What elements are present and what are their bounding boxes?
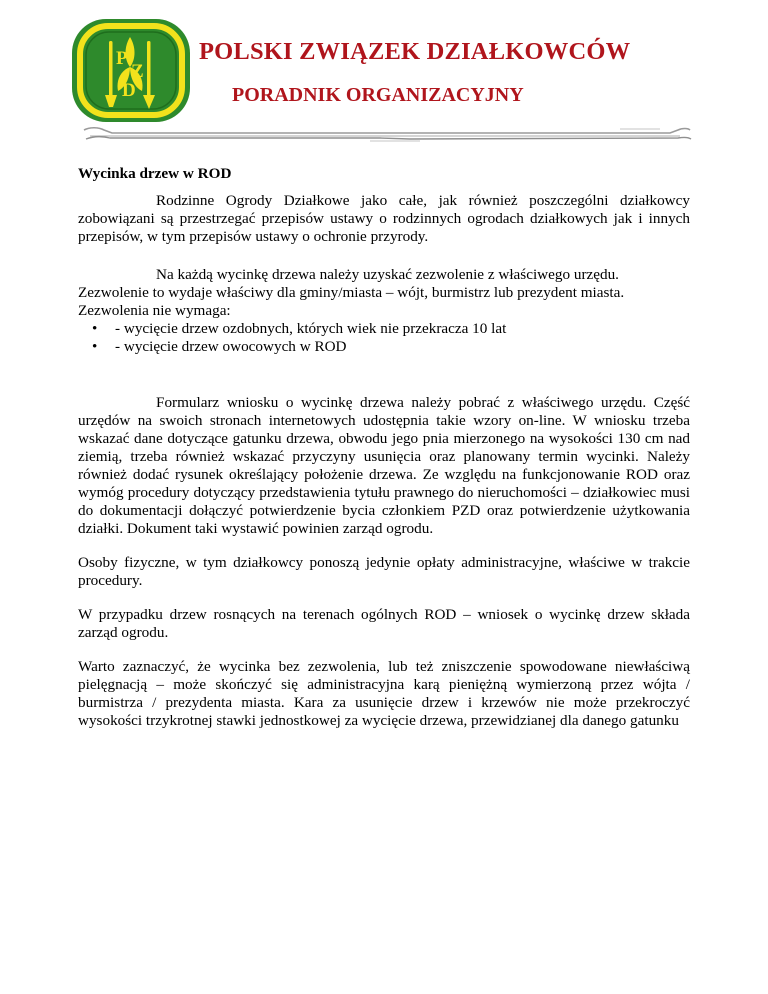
ornamental-divider [80,124,692,144]
article-body [78,165,690,730]
organization-title: POLSKI ZWIĄZEK DZIAŁKOWCÓW [199,38,631,65]
permit-section [78,266,690,356]
bullet-icon: • [92,320,98,337]
list-item [78,320,690,338]
paragraph-common-areas: W przypadku drzew rosnących na terenach ogólnych ROD – wniosek o wycinkę drzew składa zarząd ogrodu. [78,606,690,641]
paragraph-fees: Osoby fizyczne, w tym działkowcy ponoszą jedynie opłaty administracyjne, właściwe w trakcie procedury. [78,554,690,589]
paragraph-permit: Na każdą wycinkę drzewa należy uzyskać zezwolenie z właściwego urzędu. [156,266,619,283]
paragraph-form: Formularz wniosku o wycinkę drzewa należy pobrać z właściwego urzędu. Część urzędów na swoich stronach internetowych udostępnia takie wzory on-line. W wniosku trzeba wskazać dane dotyczące gatunku drzewa, obwodu jego pnia mierzonego na wysokości 130 cm nad ziemią, trzeba również wskazać przyczyny usunięcia oraz planowany termin wycinki. Należy również dodać rysunek określający położenie drzewa. Ze względu na funkcjonowanie ROD oraz wymóg procedury dotyczący przedstawienia tytułu prawnego do nieruchomości – działkowiec musi do dokumentacji dołączyć potwierdzenie bycia członkiem PZD oraz potwierdzenie użytkowania działki. Dokument taki wystawić powinien zarząd ogrodu. [78,394,690,537]
exemption-list [78,320,690,356]
document-subtitle: PORADNIK ORGANIZACYJNY [232,84,524,106]
pzd-logo [72,19,190,122]
paragraph-intro: Rodzinne Ogrody Działkowe jako całe, jak również poszczególni działkowcy zobowiązani są przestrzegać przepisów ustawy o rodzinnych ogrodach działkowych jak i innych przepisów, w tym przepisów ustawy o ochronie przyrody. [78,192,690,245]
bullet-icon: • [92,338,98,355]
list-item [78,338,690,356]
paragraph-permit-issuer: Zezwolenie to wydaje właściwy dla gminy/miasta – wójt, burmistrz lub prezydent miasta. [78,284,625,301]
paragraph-penalty: Warto zaznaczyć, że wycinka bez zezwolenia, lub też zniszczenie spowodowane niewłaściwą pielęgnacją – może skończyć się administracyjna karą pieniężną wymierzoną przez wójta / burmistrza / prezydenta miasta. Kara za usunięcie drzew i krzewów nie może przekroczyć wysokości trzykrotnej stawki jednostkowej za wycięcie drzewa, przewidzianej dla danego gatunku [78,658,690,729]
logo-letter-z: Z [131,61,144,82]
paragraph-permit-exempt: Zezwolenia nie wymaga: [78,302,231,319]
article-heading: Wycinka drzew w ROD [78,165,232,182]
logo-letter-p: P [116,48,128,69]
list-item-text: - wycięcie drzew ozdobnych, których wiek nie przekracza 10 lat [115,320,507,337]
logo-letter-d: D [122,80,136,101]
list-item-text: - wycięcie drzew owocowych w ROD [115,338,347,355]
